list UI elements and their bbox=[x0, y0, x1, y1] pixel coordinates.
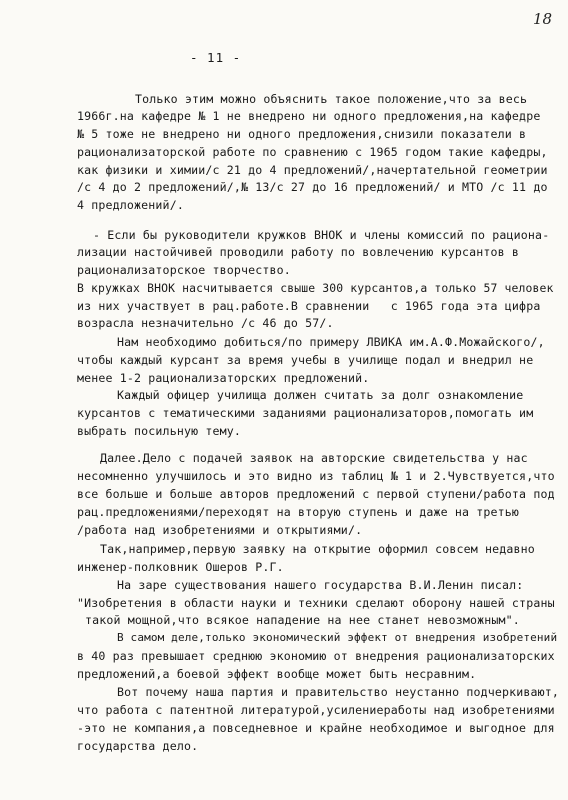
text-line: Далее.Дело с подачей заявок на авторские свидетельства у нас bbox=[100, 451, 528, 465]
text-line: Каждый офицер училища должен считать за долг ознакомление bbox=[117, 388, 524, 402]
text-line: 1966г.на кафедре № 1 не внедрено ни одного предложения,на кафедре bbox=[77, 109, 541, 123]
text-line: -это не компания,а повседневное и крайне необходимое и выгодное для bbox=[77, 721, 555, 735]
text-line: Так,например,первую заявку на открытие оформил совсем недавно bbox=[100, 542, 535, 556]
text-line: № 5 тоже не внедрено ни одного предложения,снизили показатели в bbox=[77, 127, 527, 141]
text-line: Нам необходимо добиться/по примеру ЛВИКА им.А.Ф.Можайского/, bbox=[117, 335, 545, 349]
text-line: что работа с патентной литературой,усилениеработы над изобретениями bbox=[77, 703, 555, 717]
text-line: Вот почему наша партия и правительство неустанно подчеркивают, bbox=[117, 685, 560, 699]
text-line: в 40 раз превышает среднюю экономию от внедрения рационализаторских bbox=[77, 649, 555, 663]
text-line: рац.предложениями/переходят на вторую ступень и даже на третью bbox=[77, 505, 520, 519]
text-line: все больше и больше авторов предложений с первой ступени/работа под bbox=[77, 487, 555, 501]
text-line: лизации настойчивей проводили работу по вовлечению курсантов в bbox=[77, 245, 520, 259]
text-line: предложений,а боевой эффект вообще может быть несравним. bbox=[77, 667, 477, 681]
text-line: В кружках ВНОК насчитывается свыше 300 курсантов,а только 57 человек bbox=[77, 281, 554, 295]
text-line: курсантов с тематическими заданиями рационализаторов,помогать им bbox=[77, 406, 534, 420]
text-line: - Если бы руководители кружков ВНОК и члены комиссий по рациона- bbox=[93, 228, 550, 242]
text-line: государства дело. bbox=[77, 739, 199, 753]
text-line: несомненно улучшилось и это видно из таблиц № 1 и 2.Чувствуется,что bbox=[77, 469, 555, 483]
text-line: "Изобретения в области науки и техники сделают оборону нашей страны bbox=[77, 596, 555, 610]
page-number: - 11 - bbox=[190, 50, 242, 65]
text-line: /с 4 до 2 предложений/,№ 13/с 27 до 16 предложений/ и МТО /с 11 до bbox=[77, 180, 548, 194]
text-line: менее 1-2 рационализаторских предложений. bbox=[77, 371, 370, 385]
text-line: В самом деле,только экономический эффект от внедрения изобретений bbox=[117, 631, 558, 644]
text-line: инженер-полковник Ошеров Р.Г. bbox=[77, 560, 284, 574]
text-line: из них участвует в рац.работе.В сравнении с 1965 года эта цифра bbox=[77, 299, 541, 313]
text-line: чтобы каждый курсант за время учебы в училище подал и внедрил не bbox=[77, 353, 534, 367]
text-line: 4 предложений/. bbox=[77, 198, 184, 212]
text-line: Только этим можно объяснить такое положение,что за весь bbox=[135, 92, 528, 106]
text-line: как физики и химии/с 21 до 4 предложений/,начертательной геометрии bbox=[77, 163, 548, 177]
corner-page-number: 18 bbox=[533, 10, 553, 28]
text-line: На заре существования нашего государства В.И.Ленин писал: bbox=[117, 578, 524, 592]
text-line: рационализаторское творчество. bbox=[77, 263, 291, 277]
text-line: /работа над изобретениями и открытиями/. bbox=[77, 523, 363, 537]
text-line: рационализаторской работе по сравнению с 1965 годом такие кафедры, bbox=[77, 145, 548, 159]
text-line: выбрать посильную тему. bbox=[77, 424, 241, 438]
text-line: возрасла незначительно /с 46 до 57/. bbox=[77, 316, 334, 330]
text-line: такой мощной,что всякое нападение на нее станет невозможным". bbox=[85, 613, 520, 627]
